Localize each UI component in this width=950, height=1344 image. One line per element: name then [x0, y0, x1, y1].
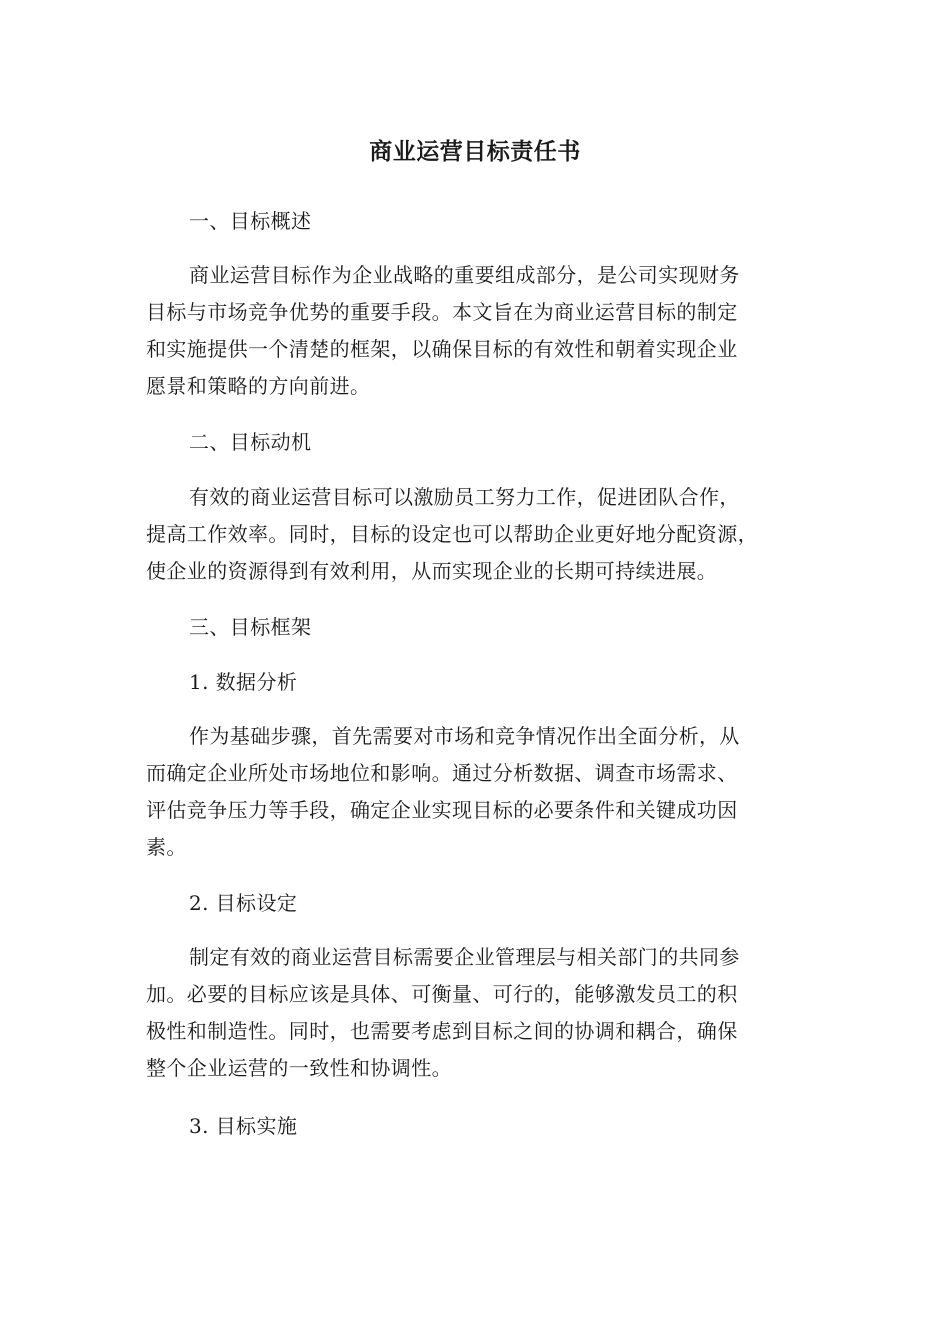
- heading-text: 3. 目标实施: [189, 1114, 298, 1138]
- paragraph-line: 整个企业运营的一致性和协调性。: [146, 1056, 452, 1080]
- paragraph-motivation: [146, 479, 801, 590]
- paragraph-line: 提高工作效率。同时，目标的设定也可以帮助企业更好地分配资源，: [146, 522, 758, 546]
- paragraph-line: 极性和制造性。同时，也需要考虑到目标之间的协调和耦合，确保: [146, 1019, 738, 1043]
- paragraph-line: 素。: [146, 835, 187, 859]
- paragraph-line: 制定有效的商业运营目标需要企业管理层与相关部门的共同参: [189, 945, 740, 969]
- paragraph-line: 和实施提供一个清楚的框架，以确保目标的有效性和朝着实现企业: [146, 337, 738, 361]
- paragraph-line: 评估竞争压力等手段，确定企业实现目标的必要条件和关键成功因: [146, 798, 738, 822]
- section-heading-framework: [146, 609, 801, 646]
- heading-text: 二、目标动机: [189, 430, 312, 454]
- paragraph-data-analysis: [146, 718, 801, 866]
- paragraph-line: 愿景和策略的方向前进。: [146, 374, 371, 398]
- subheading-goal-implementation: [146, 1108, 801, 1145]
- paragraph-line: 使企业的资源得到有效利用，从而实现企业的长期可持续进展。: [146, 559, 718, 583]
- document-title: 商业运营目标责任书: [369, 139, 581, 165]
- heading-text: 1. 数据分析: [189, 670, 298, 694]
- subheading-goal-setting: [146, 885, 801, 922]
- paragraph-line: 有效的商业运营目标可以激励员工努力工作，促进团队合作，: [189, 485, 740, 509]
- paragraph-line: 加。必要的目标应该是具体、可衡量、可行的，能够激发员工的积: [146, 982, 738, 1006]
- paragraph-line: 商业运营目标作为企业战略的重要组成部分，是公司实现财务: [189, 263, 740, 287]
- heading-text: 一、目标概述: [189, 209, 312, 233]
- heading-text: 2. 目标设定: [189, 891, 298, 915]
- paragraph-line: 作为基础步骤，首先需要对市场和竞争情况作出全面分析，从: [189, 724, 740, 748]
- paragraph-line: 目标与市场竞争优势的重要手段。本文旨在为商业运营目标的制定: [146, 300, 738, 324]
- section-heading-motivation: [146, 424, 801, 461]
- paragraph-goal-setting: [146, 939, 801, 1087]
- paragraph-overview: [146, 257, 801, 405]
- section-heading-overview: [146, 203, 801, 240]
- subheading-data-analysis: [146, 664, 801, 701]
- paragraph-line: 而确定企业所处市场地位和影响。通过分析数据、调查市场需求、: [146, 761, 738, 785]
- heading-text: 三、目标框架: [189, 615, 312, 639]
